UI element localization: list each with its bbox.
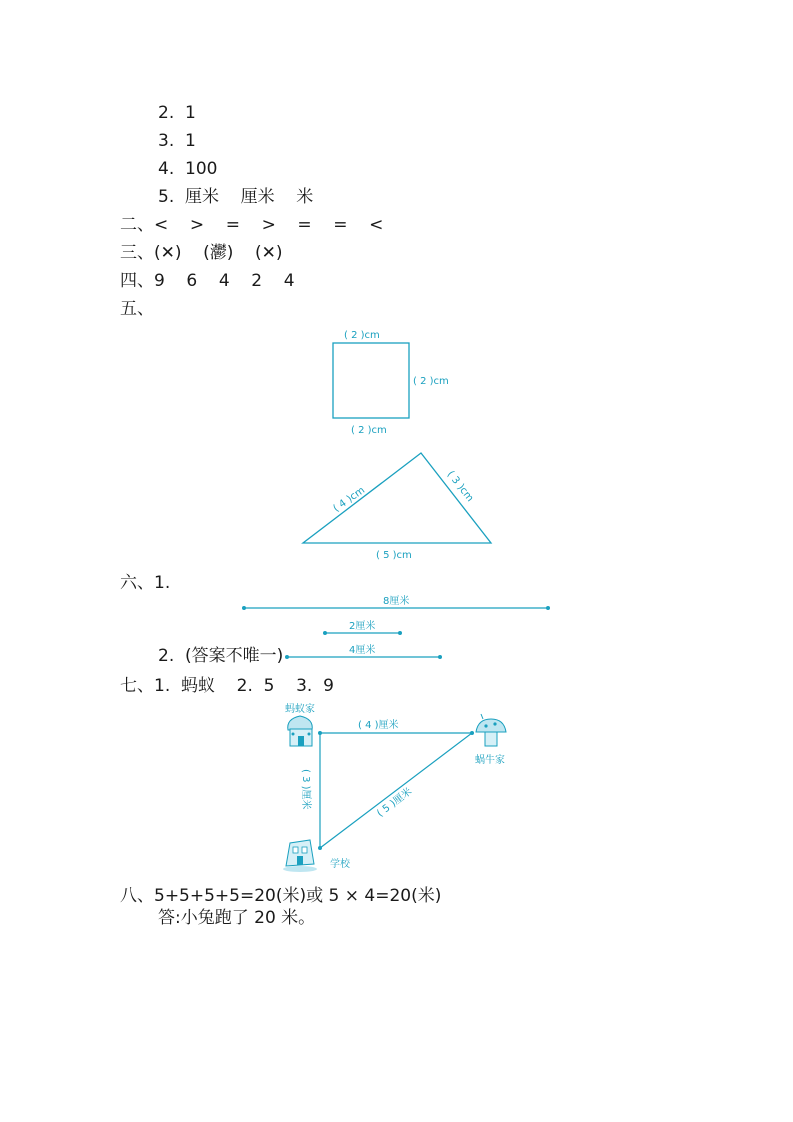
school-icon: [283, 840, 317, 872]
answer-5: 5. 厘米 厘米 米: [158, 187, 314, 207]
segment-8cm-label: 8厘米: [383, 596, 410, 607]
section-8-equation: 八、5+5+5+5=20(米)或 5 × 4=20(米): [120, 886, 442, 906]
segment-4cm-label: 4厘米: [349, 645, 376, 656]
map-top-edge-label: ( 4 )厘米: [358, 720, 399, 731]
segment-endpoint: [546, 606, 550, 610]
map-triangle: [320, 733, 472, 848]
map-left-edge-label: ( 3 )厘米: [300, 769, 311, 810]
answer-2: 2. 1: [158, 103, 196, 123]
triangle-right-label: ( 3 )cm: [444, 469, 476, 505]
answer-3: 3. 1: [158, 131, 196, 151]
section-6-item-2: 2. (答案不唯一): [158, 646, 284, 666]
ant-home-icon: [288, 716, 313, 746]
segment-endpoint: [398, 631, 402, 635]
triangle-bottom-label: ( 5 )cm: [376, 550, 412, 561]
segment-endpoint: [323, 631, 327, 635]
snail-home-label: 蜗牛家: [475, 755, 505, 766]
segment-endpoint: [285, 655, 289, 659]
snail-home-icon: [476, 714, 506, 746]
school-label: 学校: [330, 859, 350, 870]
map-figure: [283, 702, 506, 872]
square-shape: [333, 343, 409, 418]
triangle-left-label: ( 4 )cm: [331, 484, 368, 515]
segment-2cm-label: 2厘米: [349, 621, 376, 632]
section-4-answers: 四、9 6 4 2 4: [120, 271, 295, 291]
map-diagonal-label: ( 5 )厘米: [375, 786, 415, 820]
map-vertex: [318, 731, 322, 735]
section-2-answers: 二、< > = > = = <: [120, 215, 384, 235]
ant-home-label: 蚂蚁家: [285, 704, 315, 715]
answer-4: 4. 100: [158, 159, 218, 179]
section-5-heading: 五、: [120, 299, 154, 319]
square-bottom-label: ( 2 )cm: [351, 425, 387, 436]
square-figure: [333, 330, 449, 436]
triangle-figure: [303, 453, 491, 561]
segment-endpoint: [438, 655, 442, 659]
section-3-answers: 三、(✕) (灪) (✕): [120, 243, 283, 263]
square-top-label: ( 2 )cm: [344, 330, 380, 341]
square-right-label: ( 2 )cm: [413, 376, 449, 387]
map-vertex: [318, 846, 322, 850]
section-6-heading: 六、1.: [120, 573, 171, 593]
map-vertex: [470, 731, 474, 735]
segment-endpoint: [242, 606, 246, 610]
segment-2cm: [323, 619, 402, 635]
segment-8cm: [242, 594, 550, 610]
section-7-answers: 七、1. 蚂蚁 2. 5 3. 9: [120, 676, 334, 696]
section-8-answer: 答:小兔跑了 20 米。: [158, 908, 316, 928]
segment-4cm: [285, 643, 442, 659]
